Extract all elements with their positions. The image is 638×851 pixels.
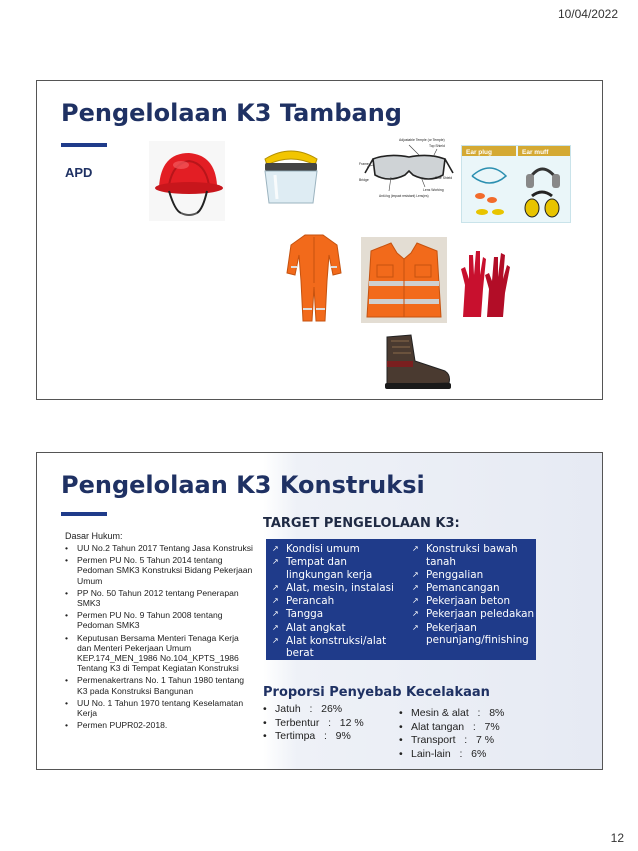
arrow-bullet-icon: ↗ <box>412 569 419 579</box>
slide-k3-konstruksi <box>36 452 603 770</box>
target-item: ↗ Konstruksi bawah tanah <box>412 543 518 568</box>
law-item: • Permenakertrans No. 1 Tahun 1980 tentang K3 pada Konstruksi Bangunan <box>65 675 255 695</box>
target-item: ↗ Pekerjaan penunjang/finishing <box>412 621 529 647</box>
target-item: ↗ Kondisi umum <box>272 543 360 555</box>
law-list <box>65 543 255 732</box>
target-box <box>266 539 536 660</box>
ear-muff-label: Ear muff <box>522 149 549 156</box>
target-item: ↗ Tangga <box>272 608 324 621</box>
law-item: • Keputusan Bersama Menteri Tenaga Kerja dan Menteri Pekerjaan Umum KEP.174_MEN_1986 No.104_KPTS_1986 Tentang K3 di Tempat Kegiatan Konstruksi <box>65 633 255 674</box>
arrow-bullet-icon: ↗ <box>272 609 279 619</box>
law-item: • PP No. 50 Tahun 2012 tentang Penerapan SMK3 <box>65 588 255 608</box>
goggle-label-bridge: Bridge <box>359 178 369 182</box>
proporsi-item: • Lain-lain : 6% <box>399 748 549 762</box>
goggle-label-frame: Frame <box>359 162 369 166</box>
target-item: ↗ Tempat dan lingkungan kerja <box>272 556 373 581</box>
law-item: • UU No. 1 Tahun 1970 tentang Keselamatan Kerja <box>65 698 255 718</box>
target-item: ↗ Perancah <box>272 595 335 608</box>
safety-helmet-image <box>149 141 225 221</box>
arrow-bullet-icon: ↗ <box>272 557 279 567</box>
safety-vest-image <box>361 237 447 323</box>
target-list-left <box>272 543 402 661</box>
target-item: ↗ Alat, mesin, instalasi <box>272 581 394 594</box>
coverall-image <box>285 231 343 323</box>
goggle-label-side-shield: Side Shield <box>435 176 453 180</box>
arrow-bullet-icon: ↗ <box>412 544 419 553</box>
safety-boots-image <box>379 331 453 391</box>
arrow-bullet-icon: ↗ <box>412 609 419 619</box>
proporsi-list-left <box>263 703 393 744</box>
arrow-bullet-icon: ↗ <box>272 582 279 592</box>
proporsi-heading: Proporsi Penyebab Kecelakaan <box>263 685 490 700</box>
arrow-bullet-icon: ↗ <box>272 635 279 645</box>
safety-gloves-image <box>459 245 511 321</box>
title-underline <box>61 143 107 147</box>
arrow-bullet-icon: ↗ <box>412 596 419 606</box>
target-item: ↗ Alat angkat <box>272 621 346 634</box>
goggle-label-lens: Lens Working <box>423 188 444 192</box>
safety-goggles-diagram <box>359 135 459 205</box>
target-item: ↗ Pekerjaan beton <box>412 595 511 608</box>
proporsi-item: • Tertimpa : 9% <box>263 730 393 744</box>
target-item: ↗ Pemancangan <box>412 581 500 594</box>
proporsi-item: • Terbentur : 12 % <box>263 717 393 731</box>
arrow-bullet-icon: ↗ <box>272 622 279 632</box>
hearing-protection-image <box>461 145 571 223</box>
law-item: • Permen PUPR02-2018. <box>65 720 255 730</box>
target-heading: TARGET PENGELOLAAN K3: <box>263 516 460 531</box>
slide-k3-tambang <box>36 80 603 400</box>
goggle-label-top-shield: Top Shield <box>429 144 445 148</box>
proporsi-item: • Jatuh : 26% <box>263 703 393 717</box>
target-item: ↗ Penggalian <box>412 568 484 581</box>
law-item: • UU No.2 Tahun 2017 Tentang Jasa Konstruksi <box>65 543 255 553</box>
goggle-label-anti-fog: Anti-fog (impact resistant) Lens(es) <box>379 194 429 198</box>
page-date: 10/04/2022 <box>557 7 618 21</box>
target-list-right <box>412 543 536 647</box>
proporsi-item: • Transport : 7 % <box>399 734 549 748</box>
face-shield-image <box>255 141 327 207</box>
ear-plug-label: Ear plug <box>466 149 493 156</box>
arrow-bullet-icon: ↗ <box>272 544 279 553</box>
arrow-bullet-icon: ↗ <box>412 622 419 632</box>
goggle-label-temple: Adjustable Temple (or Temple) <box>399 138 445 142</box>
slide-title: Pengelolaan K3 Tambang <box>61 99 402 127</box>
target-item: ↗ Pekerjaan peledakan <box>412 608 535 621</box>
target-item: ↗ Alat konstruksi/alat berat <box>272 634 387 660</box>
arrow-bullet-icon: ↗ <box>272 596 279 606</box>
apd-label: APD <box>65 165 93 180</box>
arrow-bullet-icon: ↗ <box>412 582 419 592</box>
page-number: 12 <box>610 831 624 845</box>
proporsi-item: • Alat tangan : 7% <box>399 721 549 735</box>
proporsi-list-right <box>399 707 549 761</box>
law-item: • Permen PU No. 9 Tahun 2008 tentang Pedoman SMK3 <box>65 610 255 630</box>
slide-title: Pengelolaan K3 Konstruksi <box>61 471 425 499</box>
law-title: Dasar Hukum: <box>65 531 123 541</box>
law-item: • Permen PU No. 5 Tahun 2014 tentang Pedoman SMK3 Konstruksi Bidang Pekerjaan Umum <box>65 555 255 586</box>
proporsi-item: • Mesin & alat : 8% <box>399 707 549 721</box>
title-underline <box>61 512 107 516</box>
